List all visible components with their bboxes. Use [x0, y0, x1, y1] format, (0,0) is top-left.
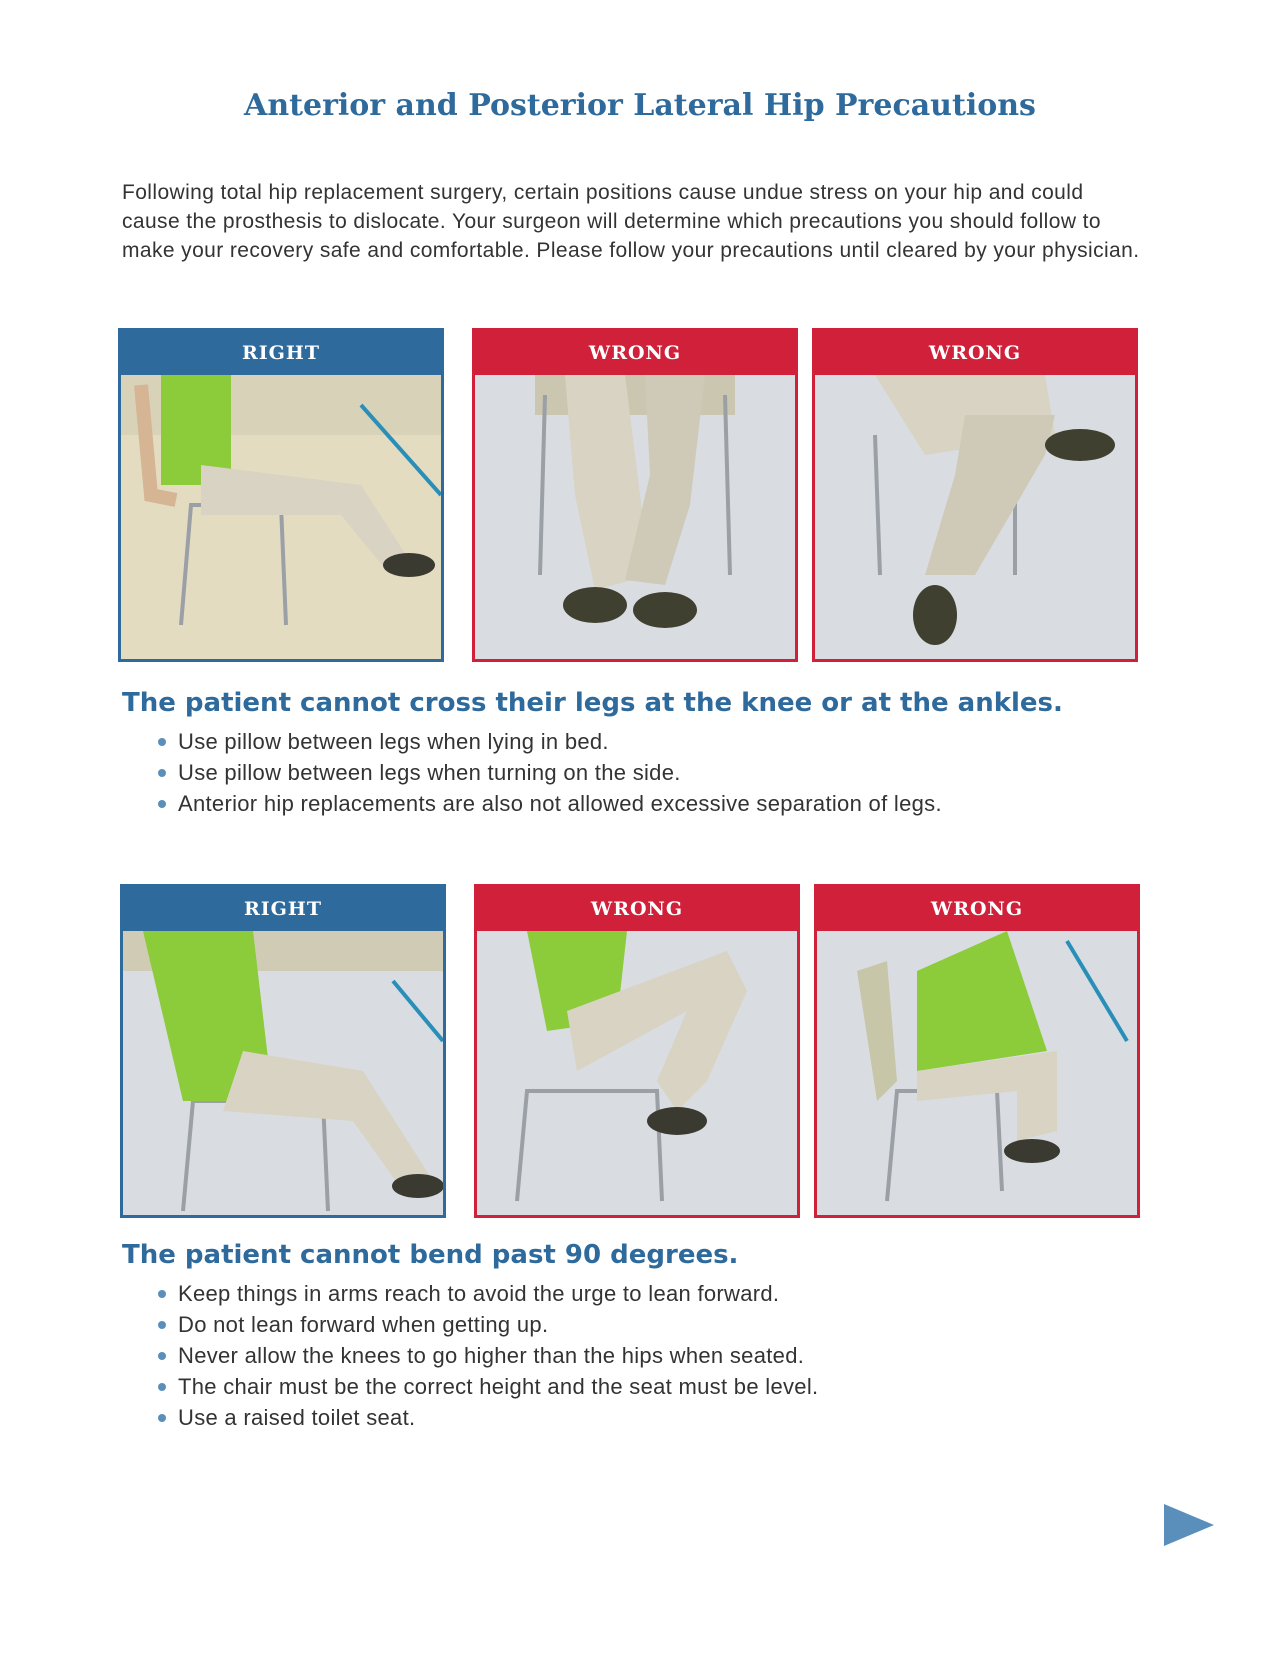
- list-item: [154, 757, 942, 788]
- bullet-text: Keep things in arms reach to avoid the urge to lean forward.: [178, 1281, 780, 1306]
- bullet-icon: [158, 769, 166, 777]
- bullet-icon: [158, 1290, 166, 1298]
- bullet-icon: [158, 800, 166, 808]
- bullet-text: Use a raised toilet seat.: [178, 1405, 416, 1430]
- bullet-icon: [158, 1414, 166, 1422]
- crossed-knees-photo: [815, 375, 1135, 659]
- list-item: [154, 1371, 818, 1402]
- panel-right-1: [118, 328, 444, 662]
- panel-label: RIGHT: [123, 887, 443, 931]
- next-page-arrow-icon[interactable]: [1164, 1504, 1214, 1546]
- bullet-icon: [158, 738, 166, 746]
- crossed-ankles-photo: [475, 375, 795, 659]
- section2-bullets: [154, 1278, 818, 1433]
- bullet-icon: [158, 1321, 166, 1329]
- panel-label: WRONG: [815, 331, 1135, 375]
- section2-heading: The patient cannot bend past 90 degrees.: [122, 1240, 739, 1270]
- panel-wrong-1b: [812, 328, 1138, 662]
- panel-label: WRONG: [817, 887, 1137, 931]
- bullet-text: Anterior hip replacements are also not allowed excessive separation of legs.: [178, 791, 942, 816]
- bullet-text: Never allow the knees to go higher than the hips when seated.: [178, 1343, 805, 1368]
- section1-heading: The patient cannot cross their legs at the knee or at the ankles.: [122, 688, 1063, 718]
- list-item: [154, 1309, 818, 1340]
- list-item: [154, 1340, 818, 1371]
- panel-right-2: [120, 884, 446, 1218]
- bullet-text: The chair must be the correct height and the seat must be level.: [178, 1374, 819, 1399]
- bullet-text: Use pillow between legs when lying in bed.: [178, 729, 609, 754]
- panel-wrong-1a: [472, 328, 798, 662]
- intro-paragraph: Following total hip replacement surgery, certain positions cause undue stress on your hip and could cause the prosthesis to dislocate. Your surgeon will determine which precautions you should follow to make your recovery safe and comfortable. Please follow your precautions until cleared by your physician.: [122, 181, 1140, 262]
- panel-label: WRONG: [477, 887, 797, 931]
- reclined-seated-photo: [123, 931, 443, 1215]
- section1-bullets: [154, 726, 942, 819]
- page-title: Anterior and Posterior Lateral Hip Precautions: [244, 88, 1036, 123]
- panel-wrong-2a: [474, 884, 800, 1218]
- bullet-icon: [158, 1352, 166, 1360]
- panel-label: WRONG: [475, 331, 795, 375]
- bullet-icon: [158, 1383, 166, 1391]
- panel-label: RIGHT: [121, 331, 441, 375]
- leaning-forward-photo: [817, 931, 1137, 1215]
- list-item: [154, 726, 942, 757]
- list-item: [154, 1402, 818, 1433]
- knees-above-hips-photo: [477, 931, 797, 1215]
- list-item: [154, 1278, 818, 1309]
- panel-wrong-2b: [814, 884, 1140, 1218]
- bullet-text: Do not lean forward when getting up.: [178, 1312, 549, 1337]
- seated-upright-photo: [121, 375, 441, 659]
- bullet-text: Use pillow between legs when turning on the side.: [178, 760, 681, 785]
- list-item: [154, 788, 942, 819]
